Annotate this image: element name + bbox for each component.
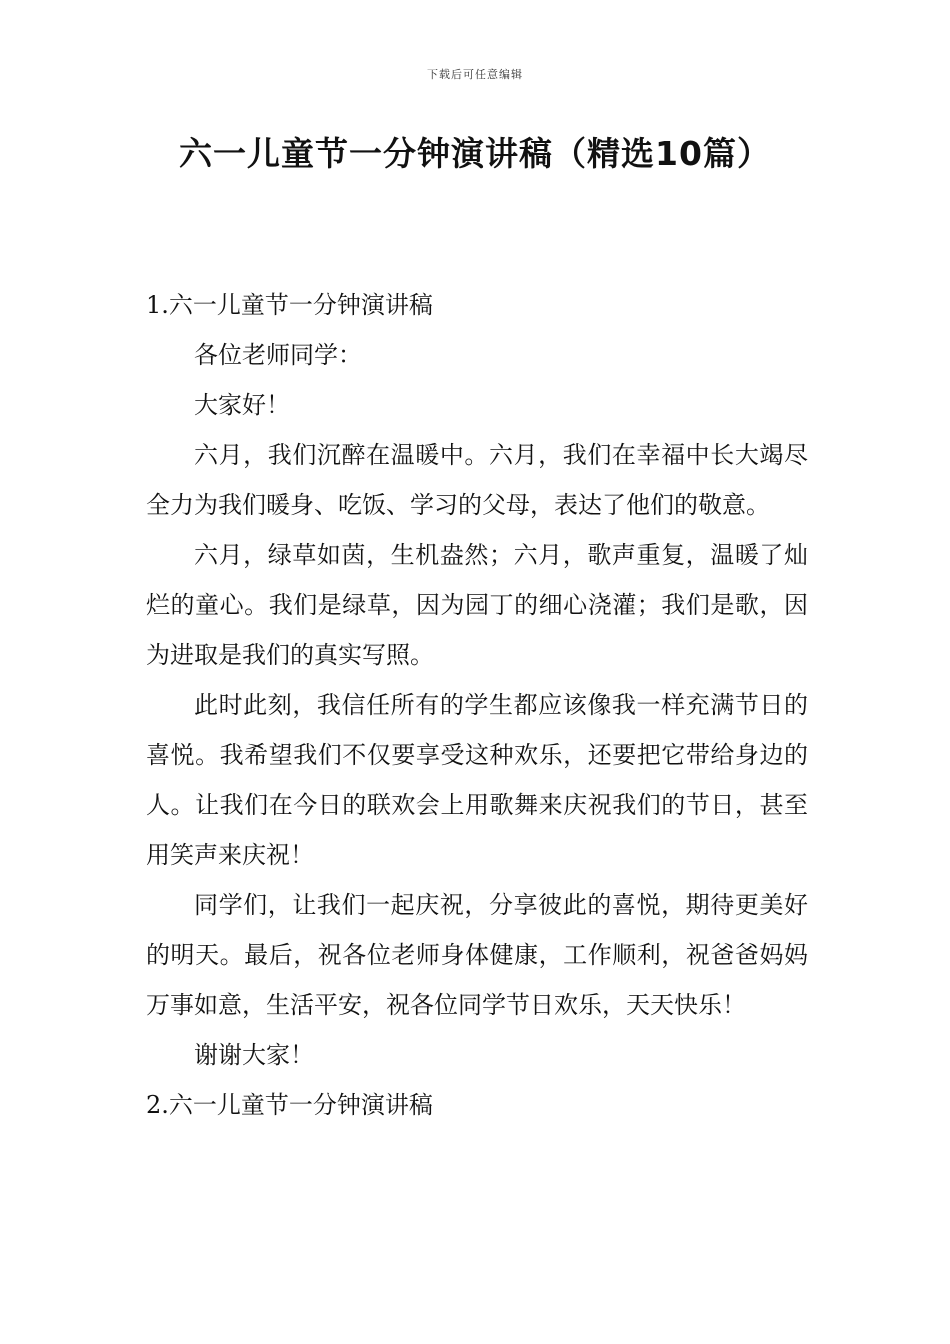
paragraph-hello: 大家好！ <box>194 391 290 419</box>
paragraph-greeting: 各位老师同学： <box>194 341 362 369</box>
paragraph-thanks: 谢谢大家！ <box>194 1041 314 1069</box>
section-heading-2: 2.六一儿童节一分钟演讲稿 <box>146 1091 433 1119</box>
document-title: 六一儿童节一分钟演讲稿（精选10篇） <box>179 134 771 173</box>
paragraph-this-moment: 此时此刻，我信任所有的学生都应该像我一样充满节日的喜悦。我希望我们不仅要享受这种欢乐，还要把它带给身边的人。让我们在今日的联欢会上用歌舞来庆祝我们的节日，甚至用笑声来庆祝！ <box>146 691 808 869</box>
paragraph-june-warmth: 六月，我们沉醉在温暖中。六月，我们在幸福中长大竭尽全力为我们暖身、吃饭、学习的父母，表达了他们的敬意。 <box>146 441 808 519</box>
header-note: 下载后可任意编辑 <box>427 68 523 81</box>
paragraph-june-grass: 六月，绿草如茵，生机盎然；六月，歌声重复，温暖了灿烂的童心。我们是绿草，因为园丁的细心浇灌；我们是歌，因为进取是我们的真实写照。 <box>146 541 808 669</box>
section-heading-1: 1.六一儿童节一分钟演讲稿 <box>146 291 433 319</box>
paragraph-classmates: 同学们，让我们一起庆祝，分享彼此的喜悦，期待更美好的明天。最后，祝各位老师身体健康，工作顺利，祝爸爸妈妈万事如意，生活平安，祝各位同学节日欢乐，天天快乐！ <box>146 891 808 1019</box>
document-body <box>146 280 808 1130</box>
